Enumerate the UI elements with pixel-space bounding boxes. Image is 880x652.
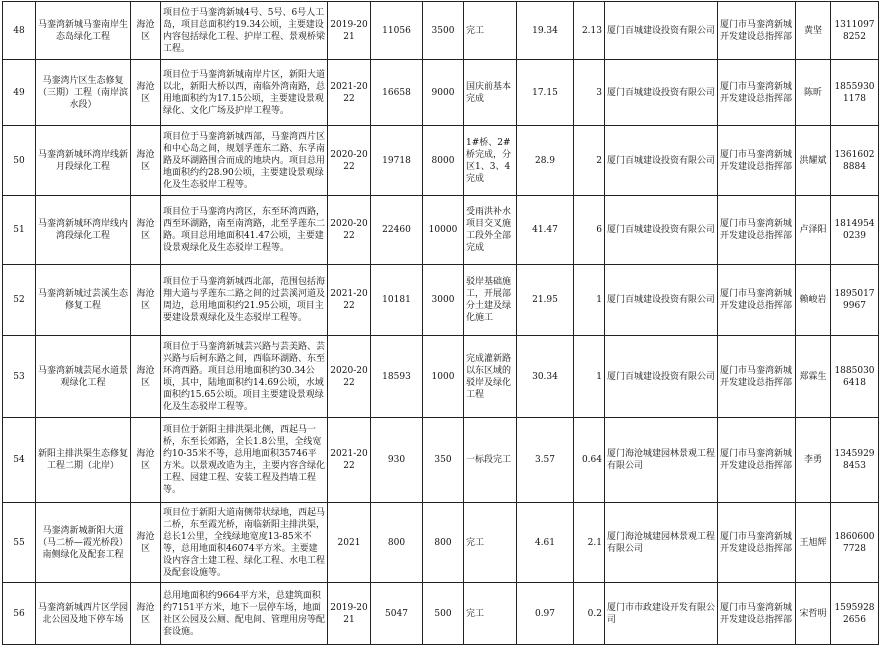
row-number: 49 — [3, 60, 36, 126]
district: 海沧区 — [131, 2, 161, 60]
owner-unit: 厦门百城建设投资有限公司 — [605, 265, 718, 336]
area-value: 0.97 — [517, 583, 574, 645]
district: 海沧区 — [131, 418, 161, 503]
district: 海沧区 — [131, 503, 161, 583]
progress: 受雨洪补水项目交叉施工段外全部完成 — [464, 196, 517, 265]
annual-investment: 8000 — [423, 126, 464, 196]
area-value: 19.34 — [517, 2, 574, 60]
area-value: 30.34 — [517, 336, 574, 418]
row-number: 52 — [3, 265, 36, 336]
contact-phone: 15959282656 — [831, 583, 879, 645]
row-number: 51 — [3, 196, 36, 265]
annual-investment: 1000 — [423, 336, 464, 418]
contact-person: 王旭辉 — [796, 503, 831, 583]
total-investment: 5047 — [371, 583, 423, 645]
table-row — [3, 583, 879, 645]
annual-investment: 3500 — [423, 2, 464, 60]
project-table — [2, 1, 879, 645]
progress: 完工 — [464, 583, 517, 645]
extra-value: 3 — [574, 60, 605, 126]
contact-person: 洪耀斌 — [796, 126, 831, 196]
contact-person: 李勇 — [796, 418, 831, 503]
project-name: 新阳主排洪渠生态修复工程二期（北岸） — [36, 418, 131, 503]
project-name: 马銮湾新城新阳大道（马二桥—霞光桥段）南侧绿化及配套工程 — [36, 503, 131, 583]
area-value: 28.9 — [517, 126, 574, 196]
project-content: 总用地面积约9664平方米，总建筑面积约7151平方米，地下一层停车场，地面社区公园及公厕、配电间、管理用房等配套设施。 — [161, 583, 328, 645]
progress: 国庆前基本完成 — [464, 60, 517, 126]
annual-investment: 10000 — [423, 196, 464, 265]
district: 海沧区 — [131, 126, 161, 196]
table-row — [3, 196, 879, 265]
extra-value: 0.64 — [574, 418, 605, 503]
area-value: 21.95 — [517, 265, 574, 336]
supervising-unit: 厦门市马銮湾新城开发建设总指挥部 — [718, 336, 796, 418]
owner-unit: 厦门百城建设投资有限公司 — [605, 336, 718, 418]
table-row — [3, 2, 879, 60]
progress: 驳岸基础施工，开展部分土建及绿化施工 — [464, 265, 517, 336]
project-content: 项目位于马銮湾新城南岸片区，新阳大道以北，新阳大桥以西，南临外湾南路，总用地面积约为17.15公顷，主要建设景观绿化、文化广场及护岸工程等。 — [161, 60, 328, 126]
table-row — [3, 418, 879, 503]
extra-value: 1 — [574, 336, 605, 418]
total-investment: 800 — [371, 503, 423, 583]
construction-period: 2020-2022 — [328, 196, 371, 265]
construction-period: 2020-2022 — [328, 126, 371, 196]
owner-unit: 厦门百城建设投资有限公司 — [605, 196, 718, 265]
area-value: 3.57 — [517, 418, 574, 503]
construction-period: 2021-2022 — [328, 418, 371, 503]
project-name: 马銮湾新城芸尾水道景观绿化工程 — [36, 336, 131, 418]
project-content: 项目位于马銮湾内湾区，东至环湾西路，西至环湖路，南至南湾路，北至孚莲东二路。项目总用地面积41.47公顷，主要建设景观绿化及生态驳岸工程等。 — [161, 196, 328, 265]
supervising-unit: 厦门市马銮湾新城开发建设总指挥部 — [718, 583, 796, 645]
construction-period: 2021 — [328, 503, 371, 583]
progress: 完工 — [464, 503, 517, 583]
construction-period: 2019-2021 — [328, 583, 371, 645]
construction-period: 2021-2022 — [328, 60, 371, 126]
contact-person: 宋哲明 — [796, 583, 831, 645]
progress: 1#桥、2#桥完成，分区1、3、4完成 — [464, 126, 517, 196]
row-number: 50 — [3, 126, 36, 196]
owner-unit: 厦门百城建设投资有限公司 — [605, 2, 718, 60]
progress: 完工 — [464, 2, 517, 60]
district: 海沧区 — [131, 265, 161, 336]
contact-phone: 18606007728 — [831, 503, 879, 583]
row-number: 54 — [3, 418, 36, 503]
extra-value: 6 — [574, 196, 605, 265]
project-content: 项目位于马銮湾新城西部，马銮湾西片区和中心岛之间，规划孚莲东二路、东孚南路及环湖路围合而成的地块内。项目总用地面积约约28.90公顷，主要建设景观绿化及生态驳岸工程等。 — [161, 126, 328, 196]
project-name: 马銮湾新城马銮南岸生态岛绿化工程 — [36, 2, 131, 60]
project-content: 项目位于新阳大道南侧带状绿地，西起马二桥，东至霞光桥，南临新阳主排洪渠，总长1公里，全线绿地宽度13-85米不等，总用地面积46074平方米。主要建设内容含土建工程、绿化工程、水电工程及配套设施等。 — [161, 503, 328, 583]
extra-value: 2 — [574, 126, 605, 196]
row-number: 53 — [3, 336, 36, 418]
extra-value: 2.1 — [574, 503, 605, 583]
annual-investment: 800 — [423, 503, 464, 583]
table-row — [3, 60, 879, 126]
total-investment: 11056 — [371, 2, 423, 60]
contact-person: 卢泽阳 — [796, 196, 831, 265]
supervising-unit: 厦门市马銮湾新城开发建设总指挥部 — [718, 196, 796, 265]
total-investment: 10181 — [371, 265, 423, 336]
contact-person: 黄坚 — [796, 2, 831, 60]
supervising-unit: 厦门市马銮湾新城开发建设总指挥部 — [718, 2, 796, 60]
table-row — [3, 126, 879, 196]
extra-value: 1 — [574, 265, 605, 336]
owner-unit: 厦门百城建设投资有限公司 — [605, 126, 718, 196]
owner-unit: 厦门海沧城建园林景观工程有限公司 — [605, 418, 718, 503]
total-investment: 16658 — [371, 60, 423, 126]
table-row — [3, 265, 879, 336]
project-name: 马銮湾片区生态修复（三期）工程（南岸滨水段） — [36, 60, 131, 126]
project-name: 马銮湾新城过芸溪生态修复工程 — [36, 265, 131, 336]
district: 海沧区 — [131, 196, 161, 265]
supervising-unit: 厦门市马銮湾新城开发建设总指挥部 — [718, 265, 796, 336]
extra-value: 2.13 — [574, 2, 605, 60]
contact-phone: 18559301178 — [831, 60, 879, 126]
row-number: 48 — [3, 2, 36, 60]
construction-period: 2020-2022 — [328, 336, 371, 418]
total-investment: 19718 — [371, 126, 423, 196]
district: 海沧区 — [131, 583, 161, 645]
area-value: 4.61 — [517, 503, 574, 583]
total-investment: 22460 — [371, 196, 423, 265]
annual-investment: 350 — [423, 418, 464, 503]
contact-person: 郑霖生 — [796, 336, 831, 418]
contact-person: 陈昕 — [796, 60, 831, 126]
progress: 完成灌新路以东区域的驳岸及绿化工程 — [464, 336, 517, 418]
supervising-unit: 厦门市马銮湾新城开发建设总指挥部 — [718, 503, 796, 583]
owner-unit: 厦门百城建设投资有限公司 — [605, 60, 718, 126]
contact-phone: 18850306418 — [831, 336, 879, 418]
supervising-unit: 厦门市马銮湾新城开发建设总指挥部 — [718, 60, 796, 126]
project-content: 项目位于马銮湾新城芸兴路与芸美路、芸兴路与后柯东路之间，西临环湖路、东至环湾西路。项目总用地面积约30.34公顷，其中，陆地面积约14.69公顷，水域面积约15.65公顷。项目主要建设景观绿化及生态驳岸工程等。 — [161, 336, 328, 418]
contact-phone: 18149540239 — [831, 196, 879, 265]
annual-investment: 3000 — [423, 265, 464, 336]
contact-phone: 18950179967 — [831, 265, 879, 336]
supervising-unit: 厦门市马銮湾新城开发建设总指挥部 — [718, 418, 796, 503]
construction-period: 2019-2021 — [328, 2, 371, 60]
table-row — [3, 503, 879, 583]
annual-investment: 500 — [423, 583, 464, 645]
contact-phone: 13616028884 — [831, 126, 879, 196]
contact-phone: 13459298453 — [831, 418, 879, 503]
project-content: 项目位于新阳主排洪渠北侧，西起马一桥，东至长郊路，全长1.8公里，全线宽约10-35米不等，总用地面积35746平方米。以景观改造为主，主要内容含绿化工程、园建工程、安装工程及挡墙工程等。 — [161, 418, 328, 503]
contact-phone: 13110978252 — [831, 2, 879, 60]
extra-value: 0.2 — [574, 583, 605, 645]
table-row — [3, 336, 879, 418]
owner-unit: 厦门海沧城建园林景观工程有限公司 — [605, 503, 718, 583]
project-content: 项目位于马銮湾新城西北部，范围包括海翔大道与孚莲东二路之间的过芸溪河道及周边，总用地面积约21.95公顷，项目主要建设景观绿化及生态驳岸工程等。 — [161, 265, 328, 336]
row-number: 56 — [3, 583, 36, 645]
project-content: 项目位于马銮湾新城4号、5号、6号人工岛，项目总面积约19.34公顷，主要建设内容包括绿化工程、护岸工程、景观桥梁工程。 — [161, 2, 328, 60]
annual-investment: 9000 — [423, 60, 464, 126]
progress: 一标段完工 — [464, 418, 517, 503]
supervising-unit: 厦门市马銮湾新城开发建设总指挥部 — [718, 126, 796, 196]
owner-unit: 厦门市市政建设开发有限公司 — [605, 583, 718, 645]
contact-person: 赖峻岩 — [796, 265, 831, 336]
project-name: 马銮湾新城环湾岸线内湾段绿化工程 — [36, 196, 131, 265]
construction-period: 2021-2022 — [328, 265, 371, 336]
project-name: 马銮湾新城西片区学园北公园及地下停车场 — [36, 583, 131, 645]
area-value: 17.15 — [517, 60, 574, 126]
district: 海沧区 — [131, 336, 161, 418]
row-number: 55 — [3, 503, 36, 583]
total-investment: 18593 — [371, 336, 423, 418]
total-investment: 930 — [371, 418, 423, 503]
district: 海沧区 — [131, 60, 161, 126]
area-value: 41.47 — [517, 196, 574, 265]
project-name: 马銮湾新城环湾岸线新月段绿化工程 — [36, 126, 131, 196]
